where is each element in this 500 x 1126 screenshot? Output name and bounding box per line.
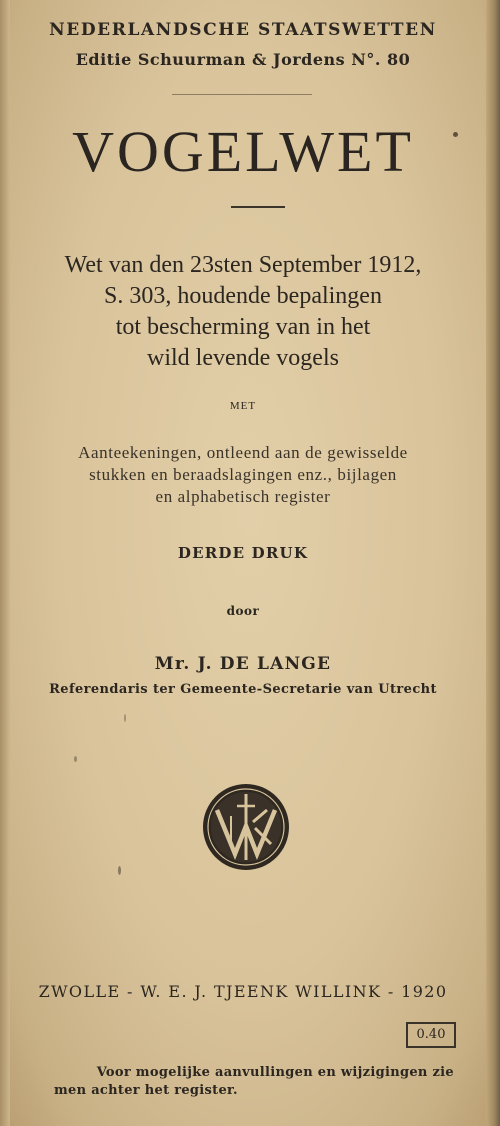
- edition-number: DERDE DRUK: [177, 544, 309, 562]
- title-divider: [231, 206, 285, 208]
- description-line: Wet van den 23sten September 1912,: [64, 252, 422, 278]
- price-box: 0.40: [406, 1022, 456, 1048]
- author-role: Referendaris ter Gemeente-Secretarie van Utrecht: [49, 682, 437, 697]
- met-label: MET: [229, 400, 257, 412]
- ink-spot: [453, 132, 458, 137]
- ink-spot: [74, 756, 77, 762]
- description-line: wild levende vogels: [147, 345, 339, 371]
- right-edge-shadow: [486, 0, 500, 1126]
- description-line: tot bescherming van in het: [115, 314, 371, 340]
- footer-note-line: Voor mogelijke aanvullingen en wijzigingen zie: [96, 1065, 454, 1080]
- publisher-monogram-emblem-icon: [201, 782, 291, 872]
- series-title: NEDERLANDSCHE STAATSWETTEN: [49, 20, 437, 40]
- edition-line: Editie Schuurman & Jordens N°. 80: [75, 50, 411, 69]
- description-line: S. 303, houdende bepalingen: [104, 283, 382, 309]
- footer-note: [54, 1064, 454, 1100]
- top-divider: [172, 94, 312, 95]
- notes-line: en alphabetisch register: [155, 487, 331, 506]
- footer-note-line: men achter het register.: [54, 1083, 238, 1098]
- author-name: Mr. J. DE LANGE: [154, 654, 332, 674]
- notes-line: stukken en beraadslagingen enz., bijlagen: [89, 465, 397, 484]
- door-label: door: [226, 604, 260, 618]
- law-description: [0, 250, 486, 374]
- annotations-text: [0, 442, 486, 508]
- ink-spot: [124, 714, 126, 722]
- ink-spot: [118, 866, 121, 875]
- page-title: VOGELWET: [72, 119, 414, 184]
- publisher-imprint: ZWOLLE - W. E. J. TJEENK WILLINK - 1920: [38, 982, 448, 1001]
- notes-line: Aanteekeningen, ontleend aan de gewisselde: [78, 443, 408, 462]
